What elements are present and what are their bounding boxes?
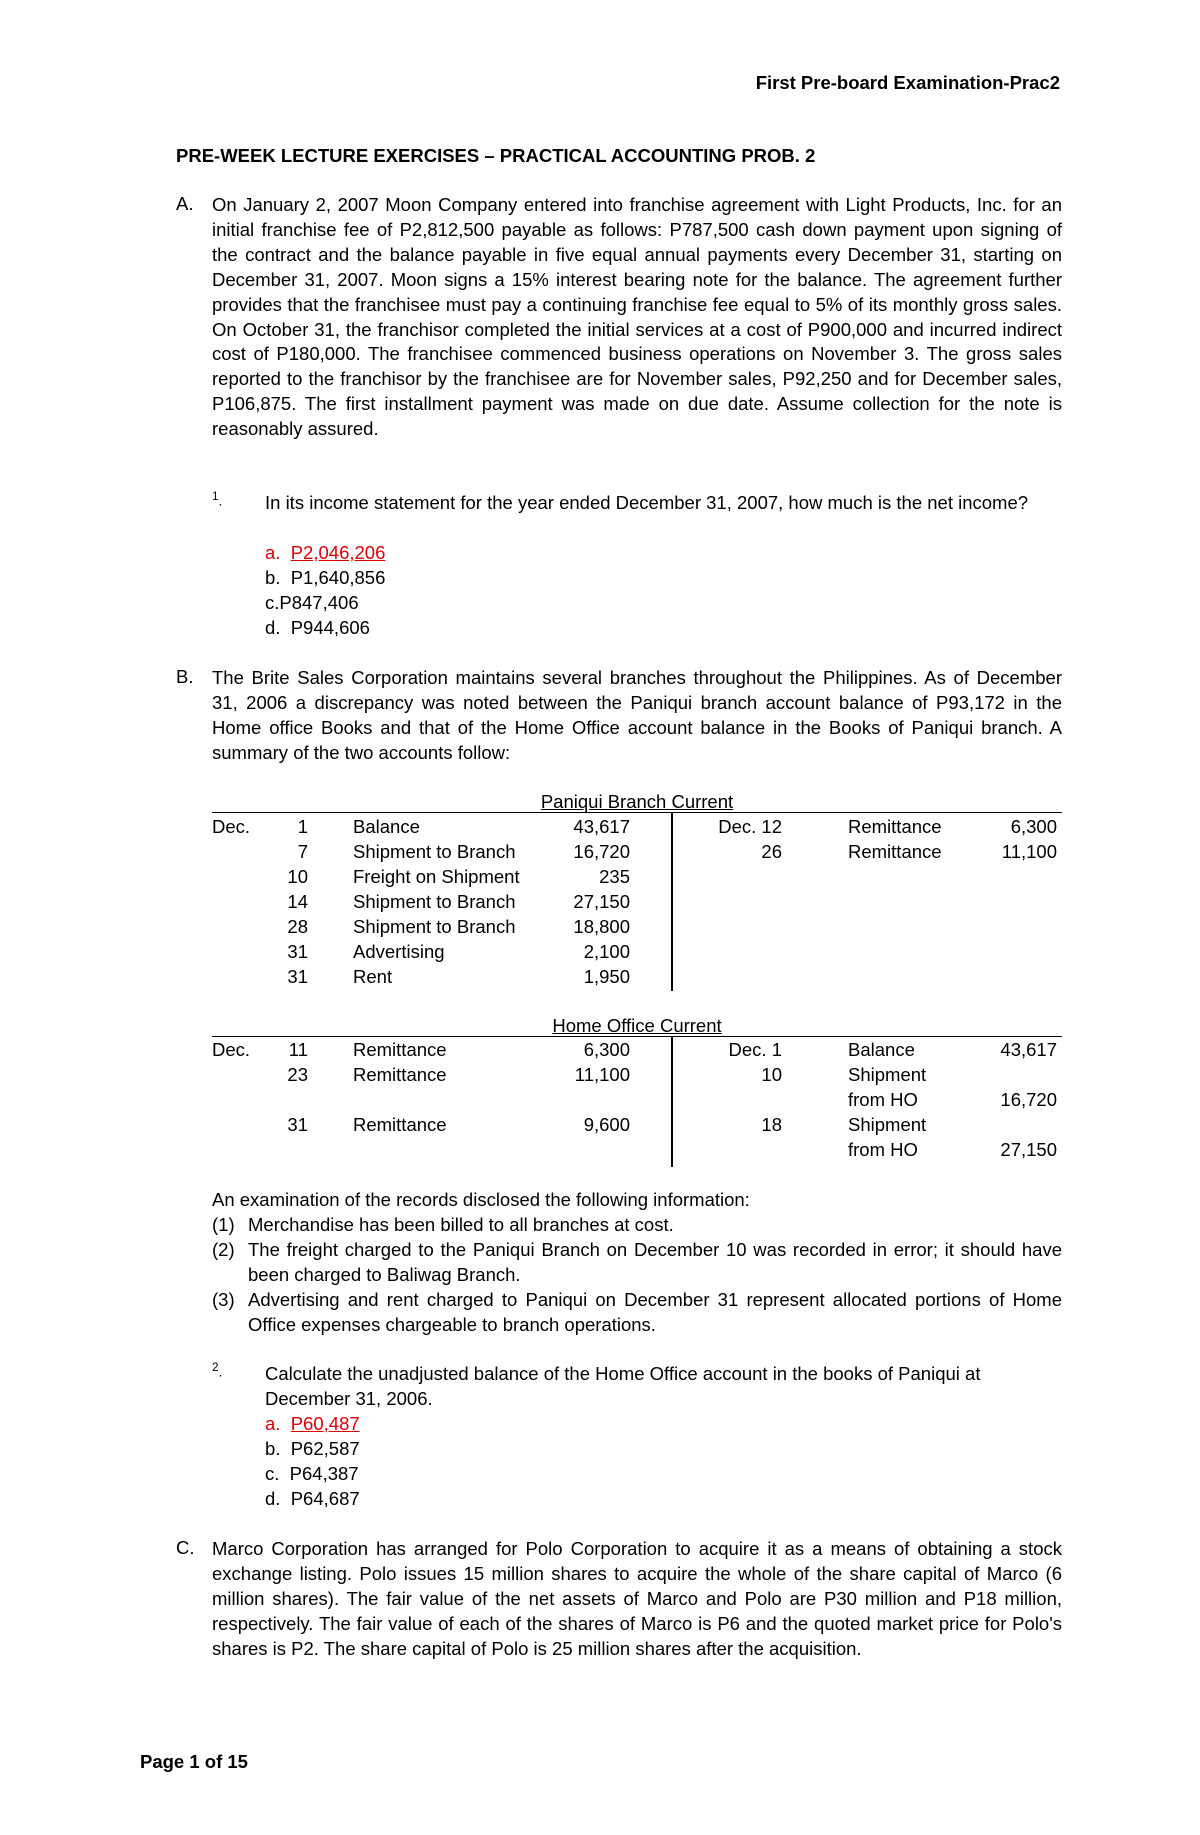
document-title: PRE-WEEK LECTURE EXERCISES – PRACTICAL ACCOUNTING PROB. 2 (176, 145, 816, 166)
choice-letter: b. (265, 567, 281, 588)
ledger-1-left-desc: Shipment to Branch (353, 891, 516, 912)
question-1-number-sup: 1 (212, 490, 219, 503)
question-1-choice-d (265, 616, 370, 641)
section-a-text: On January 2, 2007 Moon Company entered into franchise agreement with Light Products, Inc. for an initial franchise fee of P2,812,500 payable as follows: P787,500 cash down payment upon signing of the contract and the balance payable in five equal annual payments every December 31, starting on December 31, 2007. Moon signs a 15% interest bearing note for the balance. The agreement further provides that the franchisee must pay a continuing franchise fee equal to 5% of its monthly gross sales. On October 31, the franchisor completed the initial services at a cost of P900,000 and incurred indirect cost of P180,000. The franchisee commenced business operations on November 3. The gross sales reported to the franchisor by the franchisee are for November sales, P92,250 and for December sales, P106,875. The first installment payment was made on due date. Assume collection for the note is reasonably assured. (212, 194, 1062, 440)
ledger-2-right-date: Dec. 1 (728, 1039, 782, 1060)
question-2-choice-b (265, 1437, 360, 1462)
question-2-dot: . (218, 1363, 223, 1380)
ledger-1-left-amt: 16,720 (573, 841, 630, 862)
choice-letter: d. (265, 1488, 281, 1509)
choice-letter: a. (265, 1413, 281, 1434)
choice-value: P1,640,856 (290, 567, 386, 588)
ledger-1-left-amt: 43,617 (573, 816, 630, 837)
ledger-2-right-desc2: from HO (848, 1139, 918, 1160)
ledger-2-left-amt: 9,600 (583, 1114, 630, 1135)
ledger-2-left-desc: Remittance (353, 1114, 447, 1135)
info-item-text: Advertising and rent charged to Paniqui on December 31 represent allocated portions of Home Office expenses chargeable to branch operations. (248, 1289, 1062, 1335)
ledger-2-left-desc: Remittance (353, 1064, 447, 1085)
ledger-1-left-day: 28 (287, 916, 308, 937)
section-c-text: Marco Corporation has arranged for Polo Corporation to acquire it as a means of obtaining a stock exchange listing. Polo issues 15 million shares to acquire the whole of the share capital of Marco (6 million shares). The fair value of the net assets of Marco and Polo are P30 million and P18 million, respectively. The fair value of each of the shares of Marco is P6 and the quoted market price for Polo's shares is P2. The share capital of Polo is 25 million shares after the acquisition. (212, 1538, 1062, 1659)
ledger-1-left-desc: Shipment to Branch (353, 916, 516, 937)
choice-value: P847,406 (279, 592, 359, 613)
question-2-choice-c (265, 1462, 359, 1487)
choice-value-correct: P60,487 (290, 1413, 360, 1434)
choice-letter: b. (265, 1438, 281, 1459)
choice-value: P64,387 (289, 1463, 359, 1484)
choice-value: P944,606 (290, 617, 370, 638)
ledger-1-month: Dec. (212, 816, 251, 837)
ledger-1-right-date: 26 (761, 841, 782, 862)
page-number: Page 1 of 15 (140, 1751, 248, 1772)
section-b-text: The Brite Sales Corporation maintains several branches throughout the Philippines. As of December 31, 2006 a discrepancy was noted between the Paniqui branch account balance of P93,172 in the Home office Books and that of the Home Office account balance in the Books of Paniqui branch. A summary of the two accounts follow: (212, 667, 1062, 763)
ledger-1-left-day: 31 (287, 966, 308, 987)
ledger-1-left-desc: Advertising (353, 941, 445, 962)
question-2-choice-d (265, 1487, 360, 1512)
ledger-1-left-day: 10 (287, 866, 308, 887)
info-item-number: (2) (212, 1239, 235, 1260)
ledger-2-left-day: 23 (287, 1064, 308, 1085)
ledger-1-right-amt: 6,300 (1010, 816, 1057, 837)
ledger-1-right-date: Dec. 12 (718, 816, 782, 837)
ledger-2-left-day: 31 (287, 1114, 308, 1135)
ledger-2-right-desc2: from HO (848, 1089, 918, 1110)
ledger-2-left-day: 11 (288, 1039, 308, 1060)
question-1-text: In its income statement for the year ended December 31, 2007, how much is the net income? (265, 492, 1029, 513)
ledger-2-month: Dec. (212, 1039, 251, 1060)
info-item-text: The freight charged to the Paniqui Branch on December 10 was recorded in error; it should have been charged to Baliwag Branch. (248, 1239, 1062, 1285)
choice-letter: c. (265, 592, 280, 613)
choice-letter: c. (265, 1463, 280, 1484)
ledger-2-left-amt: 11,100 (574, 1064, 630, 1085)
ledger-1-right-amt: 11,100 (1001, 841, 1057, 862)
ledger-1-right-desc: Remittance (848, 841, 942, 862)
ledger-1-left-day: 1 (297, 816, 308, 837)
ledger-1-left-desc: Shipment to Branch (353, 841, 516, 862)
ledger-2-left-amt: 6,300 (583, 1039, 630, 1060)
ledger-2-right-date: 10 (761, 1064, 782, 1085)
choice-value-correct: P2,046,206 (290, 542, 386, 563)
ledger-1-left-desc: Rent (353, 966, 393, 987)
question-2-number-sup: 2 (212, 1361, 219, 1374)
ledger-1-top-rule (212, 812, 1062, 813)
ledger-1-left-amt: 235 (599, 866, 630, 887)
ledger-2-right-amt: 43,617 (1000, 1039, 1057, 1060)
ledger-1-right-desc: Remittance (848, 816, 942, 837)
choice-letter: a. (265, 542, 281, 563)
info-item-number: (1) (212, 1214, 235, 1235)
ledger-2-right-date: 18 (761, 1114, 782, 1135)
question-2-text: Calculate the unadjusted balance of the Home Office account in the books of Paniqui at December 31, 2006. (265, 1363, 981, 1409)
question-1-dot: . (218, 492, 223, 509)
question-2-number (212, 1361, 222, 1380)
ledger-2-right-amt: 27,150 (1000, 1139, 1057, 1160)
ledger-2-left-desc: Remittance (353, 1039, 447, 1060)
ledger-2-right-desc: Shipment (848, 1114, 927, 1135)
ledger-1-left-desc: Balance (353, 816, 420, 837)
question-1-choice-c (265, 591, 359, 616)
ledger-1-title (212, 790, 1062, 814)
info-item-number: (3) (212, 1289, 235, 1310)
page-header: First Pre-board Examination-Prac2 (755, 72, 1060, 93)
ledger-1-left-amt: 27,150 (573, 891, 630, 912)
choice-letter: d. (265, 617, 281, 638)
ledger-2-title (212, 1014, 1062, 1038)
section-b-letter: B. (176, 666, 194, 687)
question-1-choice-a (265, 541, 385, 566)
ledger-1-divider (671, 813, 673, 991)
ledger-2-title-text: Home Office Current (552, 1015, 722, 1036)
question-1-choice-b (265, 566, 385, 591)
question-1-number (212, 490, 222, 509)
choice-value: P64,687 (290, 1488, 360, 1509)
section-a-letter: A. (176, 193, 194, 214)
ledger-1-left-day: 14 (287, 891, 308, 912)
ledger-2-top-rule (212, 1036, 1062, 1037)
ledger-1-left-amt: 1,950 (583, 966, 630, 987)
choice-value: P62,587 (290, 1438, 360, 1459)
ledger-1-left-desc: Freight on Shipment (353, 866, 520, 887)
ledger-1-title-text: Paniqui Branch Current (540, 791, 734, 812)
ledger-1-left-day: 31 (287, 941, 308, 962)
exam-intro: An examination of the records disclosed the following information: (212, 1189, 750, 1210)
section-c-letter: C. (176, 1537, 195, 1558)
ledger-2-divider (671, 1037, 673, 1167)
info-item-text: Merchandise has been billed to all branches at cost. (248, 1214, 674, 1235)
ledger-2-right-desc: Shipment (848, 1064, 927, 1085)
ledger-2-right-amt: 16,720 (1000, 1089, 1057, 1110)
ledger-1-left-amt: 2,100 (583, 941, 630, 962)
question-2-choice-a (265, 1412, 360, 1437)
ledger-2-right-desc: Balance (848, 1039, 915, 1060)
ledger-1-left-amt: 18,800 (573, 916, 630, 937)
ledger-1-left-day: 7 (297, 841, 308, 862)
